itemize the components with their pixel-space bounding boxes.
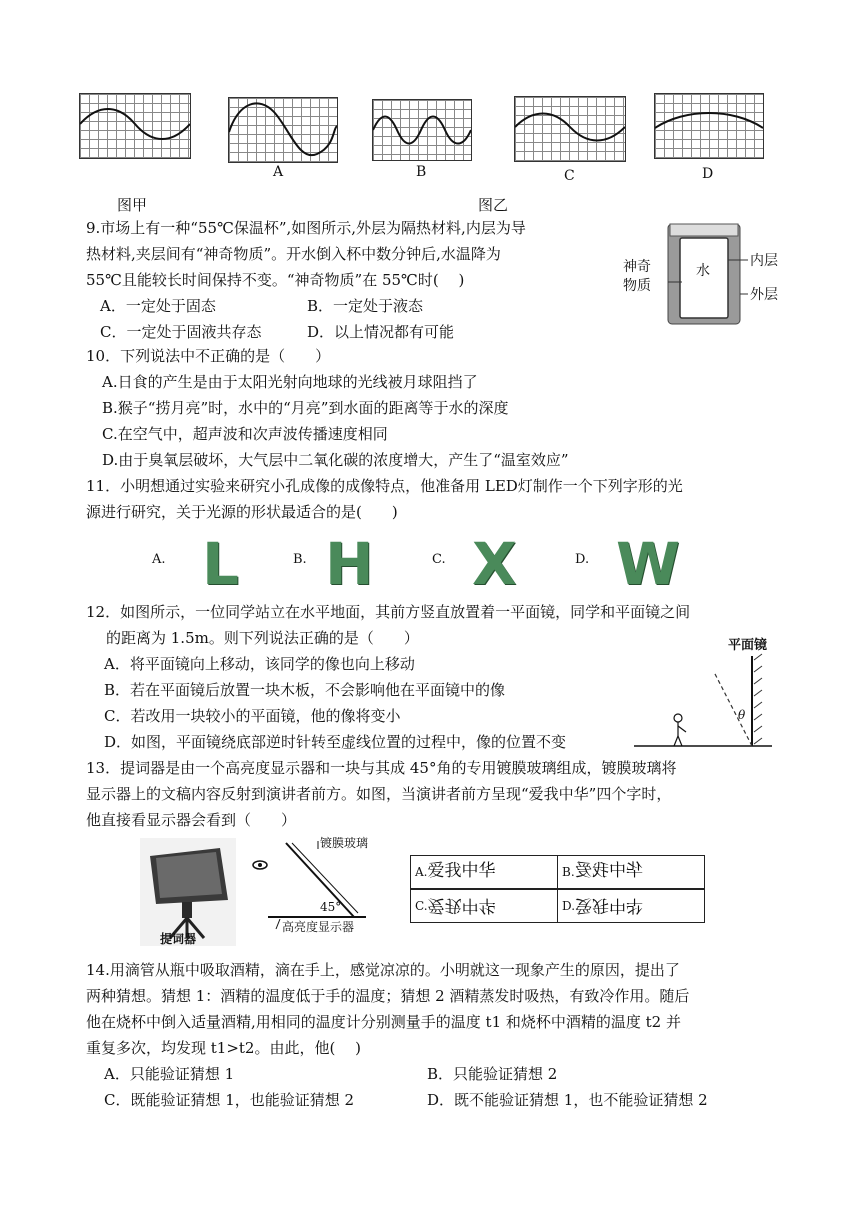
q13-option-d-letter: D. — [562, 899, 576, 913]
mirror-figure-label: 平面镜 — [728, 638, 768, 653]
mirror-figure — [634, 652, 804, 752]
q14-line3: 他在烧杯中倒入适量酒精,用相同的温度计分别测量手的温度 t1 和烧杯中酒精的温度 t2 并 — [86, 1013, 681, 1031]
wave-grid-jia — [79, 93, 191, 159]
q10-option-a: A.日食的产生是由于太阳光射向地球的光线被月球阻挡了 — [102, 373, 478, 391]
q13-option-d — [557, 889, 705, 923]
wave-grid-b — [372, 99, 472, 161]
q13-option-a — [410, 855, 558, 889]
q11-line1: 11．小明想通过实验来研究小孔成像的成像特点，他准备用 LED灯制作一个下列字形的光 — [86, 477, 683, 495]
thermos-cup-figure — [620, 222, 785, 327]
q13-option-c — [410, 889, 558, 923]
wave-d-curve — [655, 94, 763, 158]
display-label: 高亮度显示器 — [282, 920, 355, 934]
q10-stem: 10．下列说法中不正确的是（ ） — [86, 347, 331, 365]
teleprompter-caption: 提词器 — [160, 932, 197, 946]
wave-grid-a — [228, 97, 338, 163]
q11-letter-h: H — [325, 530, 374, 598]
q9-option-d: D．以上情况都有可能 — [307, 323, 455, 341]
cup-label-outer: 外层 — [750, 287, 778, 303]
cup-label-water: 水 — [696, 263, 710, 279]
q11-line2: 源进行研究，关于光源的形状最适合的是( ) — [86, 503, 398, 521]
q14-option-d: D．既不能验证猜想 1，也不能验证猜想 2 — [427, 1091, 708, 1109]
q11-letter-w: W — [616, 530, 680, 598]
wave-label-c: C — [564, 168, 575, 184]
q12-option-c: C．若改用一块较小的平面镜，他的像将变小 — [104, 707, 401, 725]
teleprompter-photo — [140, 838, 236, 946]
wave-a-curve — [229, 98, 337, 162]
q12-option-b: B．若在平面镜后放置一块木板，不会影响他在平面镜中的像 — [104, 681, 506, 699]
q9-line3: 55℃且能较长时间保持不变。“神奇物质”在 55℃时( ) — [86, 271, 465, 289]
q11-letter-x: X — [472, 530, 517, 598]
glass-label: 镀膜玻璃 — [320, 836, 369, 850]
q14-line2: 两种猜想。猜想 1：酒精的温度低于手的温度；猜想 2 酒精蒸发时吸热，有致冷作用。随后 — [86, 987, 690, 1005]
q13-option-a-text: 爱我中华 — [427, 861, 496, 881]
q12-option-d: D．如图，平面镜绕底部逆时针转至虚线位置的过程中，像的位置不变 — [104, 733, 567, 751]
q11-option-label-c: C. — [432, 552, 446, 567]
q14-option-b: B．只能验证猜想 2 — [427, 1065, 558, 1083]
q13-line1: 13．提词器是由一个高亮度显示器和一块与其成 45°角的专用镀膜玻璃组成，镀膜玻璃将 — [86, 759, 677, 777]
q9-option-a: A．一定处于固态 — [100, 297, 216, 315]
wave-label-b: B — [416, 164, 427, 180]
q9-option-c: C．一定处于固液共存态 — [100, 323, 262, 341]
figure-label-yi: 图乙 — [478, 196, 509, 214]
q14-option-c: C．既能验证猜想 1，也能验证猜想 2 — [104, 1091, 355, 1109]
q14-line1: 14.用滴管从瓶中吸取酒精，滴在手上，感觉凉凉的。小明就这一现象产生的原因，提出了 — [86, 961, 680, 979]
wave-c-curve — [515, 97, 625, 161]
q10-option-b: B.猴子“捞月亮”时，水中的“月亮”到水面的距离等于水的深度 — [102, 399, 509, 417]
cup-label-shenqi: 神奇 — [623, 259, 651, 275]
q12-line2: 的距离为 1.5m。则下列说法正确的是（ ） — [106, 629, 419, 647]
wave-jia-curve — [80, 94, 190, 158]
q9-line2: 热材料,夹层间有“神奇物质”。开水倒入杯中数分钟后,水温降为 — [86, 245, 501, 263]
q12-option-a: A．将平面镜向上移动，该同学的像也向上移动 — [104, 655, 415, 673]
cup-label-wuzhi: 物质 — [623, 278, 651, 294]
angle-45-label: 45° — [320, 900, 342, 914]
q13-option-c-letter: C. — [415, 899, 428, 913]
figure-label-jia: 图甲 — [117, 196, 148, 214]
wave-b-curve — [373, 100, 471, 160]
q13-option-b-text: 华中我爱 — [574, 861, 643, 881]
cup-label-inner: 内层 — [750, 253, 778, 269]
q12-line1: 12．如图所示，一位同学站立在水平地面，其前方竖直放置着一平面镜，同学和平面镜之间 — [86, 603, 691, 621]
q13-option-c-text: 爱我中华 — [427, 895, 496, 915]
wave-label-d: D — [702, 166, 714, 182]
q11-letter-l: L — [202, 530, 239, 598]
q13-option-b — [557, 855, 705, 889]
q11-option-label-d: D. — [575, 552, 590, 567]
wave-grid-d — [654, 93, 764, 159]
q11-option-label-b: B. — [293, 552, 307, 567]
q14-option-a: A．只能验证猜想 1 — [104, 1065, 235, 1083]
wave-grid-c — [514, 96, 626, 162]
q9-option-b: B．一定处于液态 — [307, 297, 424, 315]
q13-option-d-text: 华中我爱 — [575, 895, 644, 915]
wave-label-a: A — [273, 164, 284, 180]
q13-line3: 他直接看显示器会看到（ ） — [86, 811, 297, 829]
mirror-angle-label: θ — [738, 708, 746, 722]
q10-option-d: D.由于臭氧层破坏，大气层中二氧化碳的浓度增大，产生了“温室效应” — [102, 451, 569, 469]
q13-option-b-letter: B. — [562, 865, 575, 879]
q14-line4: 重复多次，均发现 t1>t2。由此，他( ) — [86, 1039, 361, 1057]
q13-option-a-letter: A. — [415, 865, 428, 879]
q10-option-c: C.在空气中，超声波和次声波传播速度相同 — [102, 425, 388, 443]
q9-line1: 9.市场上有一种“55℃保温杯”,如图所示,外层为隔热材料,内层为导 — [86, 219, 526, 237]
q13-line2: 显示器上的文稿内容反射到演讲者前方。如图，当演讲者前方呈现“爱我中华”四个字时， — [86, 785, 672, 803]
q11-option-label-a: A. — [152, 552, 166, 567]
